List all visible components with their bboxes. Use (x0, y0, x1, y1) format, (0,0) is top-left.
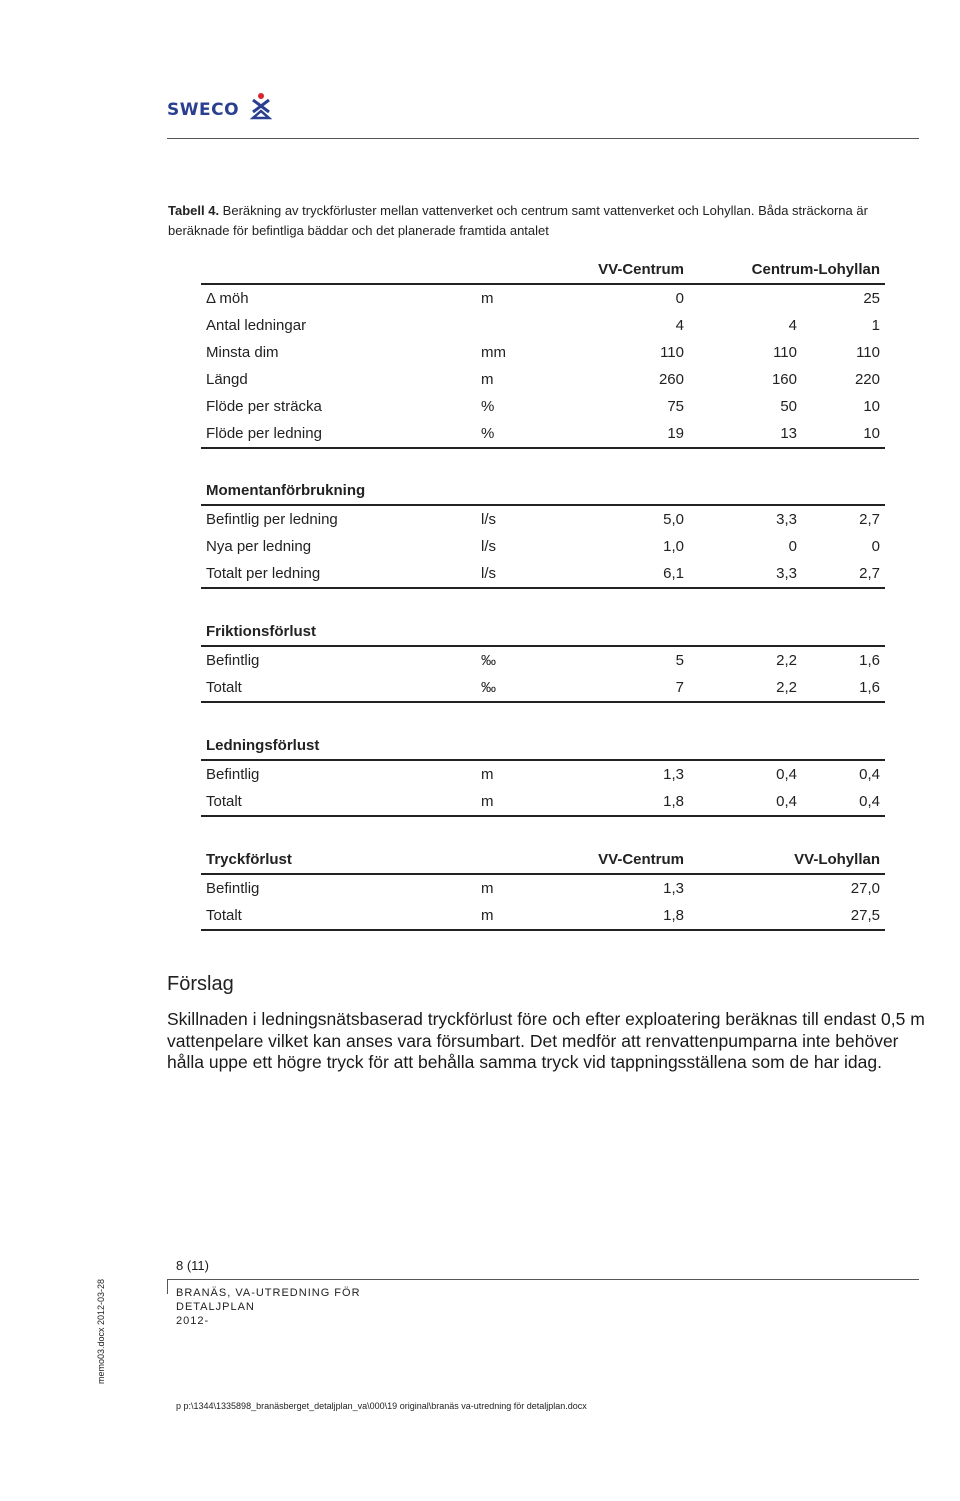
cell-v2: 0,4 (776, 793, 797, 810)
cell-v2: 0,4 (776, 766, 797, 783)
cell-v1: 75 (667, 398, 684, 415)
cell-v3: 110 (856, 344, 880, 361)
cell-v2: 50 (780, 398, 797, 415)
sweco-mark-icon (249, 92, 273, 122)
table-row (201, 285, 885, 312)
row-unit: m (481, 793, 494, 810)
table-row (201, 420, 885, 449)
cell-v3: 1,6 (859, 679, 880, 696)
row-label: Minsta dim (206, 344, 279, 361)
cell-v3: 0,4 (859, 766, 880, 783)
table-row (201, 875, 885, 902)
table-row (201, 366, 885, 393)
table-row (201, 533, 885, 560)
table-row (201, 506, 885, 533)
table-row (201, 393, 885, 420)
row-label: Nya per ledning (206, 538, 312, 555)
header-rule (167, 138, 919, 139)
cell-v1: 1,8 (663, 907, 684, 924)
cell-v3: 27,0 (850, 880, 880, 897)
cell-v3: 27,5 (850, 907, 880, 924)
cell-v2: 2,2 (776, 652, 797, 669)
cell-v1: 260 (658, 371, 684, 388)
section-header-row (201, 618, 885, 647)
cell-v3: 10 (863, 425, 880, 442)
row-label: Längd (206, 371, 248, 388)
row-unit: l/s (481, 538, 496, 555)
col-header-centrum-lohyllan: Centrum-Lohyllan (751, 261, 880, 278)
cell-v3: 220 (854, 371, 880, 388)
table-row (201, 339, 885, 366)
table-caption (168, 201, 920, 241)
section-title: Ledningsförlust (206, 737, 320, 754)
table-momentanforbrukning (201, 477, 885, 589)
section-header-row (201, 732, 885, 761)
cell-v1: 5 (675, 652, 684, 669)
side-template-stamp: memo03.docx 2012-03-28 (96, 1278, 106, 1384)
table-header-row (201, 256, 885, 285)
footer-file-path: p p:\1344\1335898_branäsberget_detaljplan_va\000\19 original\branäs va-utredning för detaljplan.docx (176, 1401, 587, 1411)
section-header-row (201, 846, 885, 875)
table-row (201, 674, 885, 703)
footer-rule (167, 1279, 919, 1280)
row-label: Totalt per ledning (206, 565, 321, 582)
table-row (201, 761, 885, 788)
row-label: Antal ledningar (206, 317, 307, 334)
row-label: Totalt (206, 907, 242, 924)
cell-v1: 19 (667, 425, 684, 442)
cell-v1: 1,3 (663, 880, 684, 897)
section-title: Momentanförbrukning (206, 482, 366, 499)
cell-v2: 0 (788, 538, 797, 555)
row-unit: m (481, 371, 494, 388)
row-unit: l/s (481, 565, 496, 582)
logo-text: SWECO (167, 100, 240, 120)
row-label: Befintlig (206, 766, 260, 783)
row-unit: % (481, 425, 495, 442)
body-paragraph: Skillnaden i ledningsnätsbaserad tryckförlust före och efter exploatering beräknas till endast 0,5 m vattenpelare vilket kan anses vara försumbart. Det medför att renvattenpumparna inte behöver hålla uppe ett högre tryck för att behålla samma tryck vid tappningsställena som de har idag. (167, 1009, 925, 1072)
section-title: Tryckförlust (206, 851, 292, 868)
cell-v1: 1,8 (663, 793, 684, 810)
cell-v1: 0 (675, 290, 684, 307)
cell-v3: 10 (863, 398, 880, 415)
section-title: Friktionsförlust (206, 623, 317, 640)
table-ledningsforlust (201, 732, 885, 817)
cell-v3: 1 (871, 317, 880, 334)
cell-v2: 13 (780, 425, 797, 442)
table-friktionsforlust (201, 618, 885, 703)
cell-v3: 0,4 (859, 793, 880, 810)
row-unit: ‰ (481, 679, 496, 696)
col-header-vv-lohyllan: VV-Lohyllan (794, 851, 880, 868)
table-tryckforlust (201, 846, 885, 931)
cell-v3: 25 (863, 290, 880, 307)
table-row (201, 560, 885, 589)
section-heading-forslag: Förslag (167, 973, 234, 995)
row-unit: m (481, 766, 494, 783)
cell-v2: 110 (773, 344, 797, 361)
footer-vertical-rule (167, 1280, 168, 1294)
caption-label: Tabell 4. (168, 203, 220, 218)
cell-v1: 7 (675, 679, 684, 696)
table-row (201, 902, 885, 931)
col-header-vv-centrum: VV-Centrum (598, 261, 684, 278)
footer-title-line: DETALJPLAN (176, 1301, 255, 1313)
row-label: Δ möh (206, 290, 249, 307)
table-row (201, 312, 885, 339)
row-label: Flöde per ledning (206, 425, 322, 442)
col-header-vv-centrum: VV-Centrum (598, 851, 684, 868)
cell-v3: 1,6 (859, 652, 880, 669)
cell-v1: 1,0 (663, 538, 684, 555)
row-label: Befintlig (206, 880, 260, 897)
table-row (201, 647, 885, 674)
row-unit: m (481, 880, 494, 897)
table-main (201, 256, 885, 449)
cell-v2: 3,3 (776, 565, 797, 582)
caption-text: Beräkning av tryckförluster mellan vattenverket och centrum samt vattenverket och Lohyllan. Båda sträckorna är beräknade för befintliga bäddar och det planerade framtida antalet (168, 203, 868, 238)
cell-v1: 6,1 (663, 565, 684, 582)
row-unit: ‰ (481, 652, 496, 669)
page-number: 8 (11) (176, 1258, 209, 1273)
row-unit: mm (481, 344, 506, 361)
cell-v2: 160 (771, 371, 797, 388)
cell-v2: 2,2 (776, 679, 797, 696)
row-unit: m (481, 907, 494, 924)
row-label: Flöde per sträcka (206, 398, 322, 415)
cell-v3: 2,7 (859, 565, 880, 582)
cell-v1: 1,3 (663, 766, 684, 783)
cell-v1: 5,0 (663, 511, 684, 528)
row-label: Totalt (206, 679, 242, 696)
row-unit: % (481, 398, 495, 415)
cell-v2: 3,3 (776, 511, 797, 528)
footer-title-line: 2012- (176, 1315, 210, 1327)
cell-v3: 2,7 (859, 511, 880, 528)
footer-document-title (176, 1286, 361, 1328)
row-unit: m (481, 290, 494, 307)
cell-v2: 4 (788, 317, 797, 334)
footer-title-line: BRANÄS, VA-UTREDNING FÖR (176, 1287, 361, 1299)
table-row (201, 788, 885, 817)
cell-v1: 4 (675, 317, 684, 334)
cell-v1: 110 (660, 344, 684, 361)
row-label: Befintlig (206, 652, 260, 669)
row-unit: l/s (481, 511, 496, 528)
cell-v3: 0 (871, 538, 880, 555)
row-label: Totalt (206, 793, 242, 810)
row-label: Befintlig per ledning (206, 511, 338, 528)
section-header-row (201, 477, 885, 506)
